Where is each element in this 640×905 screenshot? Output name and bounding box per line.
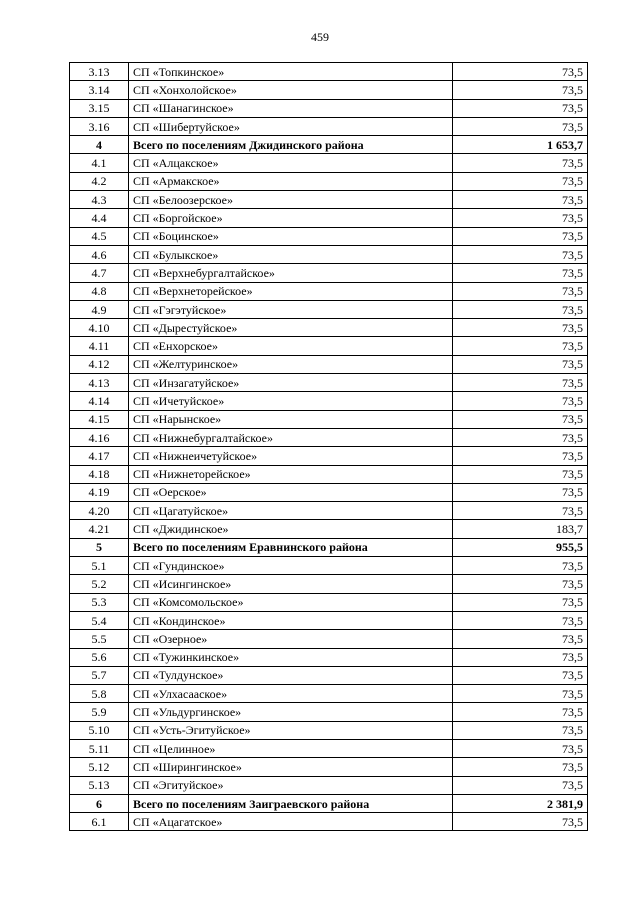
- row-name-cell: СП «Нижнеторейское»: [129, 465, 453, 483]
- table-row: [70, 703, 588, 721]
- row-name-cell: СП «Верхнебургалтайское»: [129, 264, 453, 282]
- row-name-cell: СП «Озерное»: [129, 630, 453, 648]
- table-row: [70, 154, 588, 172]
- row-name-cell: СП «Желтуринское»: [129, 355, 453, 373]
- row-name-cell: СП «Хонхолойское»: [129, 81, 453, 99]
- table-row: [70, 392, 588, 410]
- table-row: [70, 465, 588, 483]
- row-value-cell: 73,5: [453, 758, 588, 776]
- row-value-cell: 73,5: [453, 703, 588, 721]
- table-row: [70, 758, 588, 776]
- row-value-cell: 73,5: [453, 502, 588, 520]
- row-number-cell: 4.5: [70, 227, 129, 245]
- row-value-cell: 73,5: [453, 154, 588, 172]
- row-value-cell: 73,5: [453, 81, 588, 99]
- table-row: [70, 447, 588, 465]
- row-number-cell: 5.8: [70, 685, 129, 703]
- row-number-cell: 4.3: [70, 191, 129, 209]
- row-value-cell: 73,5: [453, 117, 588, 135]
- table-row: [70, 209, 588, 227]
- table-row: [70, 300, 588, 318]
- row-value-cell: 73,5: [453, 575, 588, 593]
- row-value-cell: 73,5: [453, 355, 588, 373]
- row-name-cell: СП «Комсомольское»: [129, 593, 453, 611]
- row-value-cell: 73,5: [453, 685, 588, 703]
- table-row: [70, 685, 588, 703]
- table-row: [70, 776, 588, 794]
- row-name-cell: СП «Топкинское»: [129, 63, 453, 81]
- row-value-cell: 73,5: [453, 99, 588, 117]
- table-row: [70, 227, 588, 245]
- table-row: [70, 319, 588, 337]
- row-number-cell: 6.1: [70, 813, 129, 831]
- row-number-cell: 4.6: [70, 245, 129, 263]
- row-name-cell: СП «Тулдунское»: [129, 666, 453, 684]
- table-row: [70, 557, 588, 575]
- table-row: [70, 245, 588, 263]
- row-number-cell: 4.9: [70, 300, 129, 318]
- row-name-cell: СП «Гундинское»: [129, 557, 453, 575]
- row-value-cell: 73,5: [453, 611, 588, 629]
- row-number-cell: 4.1: [70, 154, 129, 172]
- settlements-table: [69, 62, 588, 831]
- table-row: [70, 520, 588, 538]
- row-number-cell: 4.19: [70, 483, 129, 501]
- row-name-cell: СП «Ацагатское»: [129, 813, 453, 831]
- row-number-cell: 5.1: [70, 557, 129, 575]
- row-value-cell: 1 653,7: [453, 136, 588, 154]
- row-number-cell: 4.13: [70, 374, 129, 392]
- row-name-cell: СП «Инзагатуйское»: [129, 374, 453, 392]
- table-row: [70, 63, 588, 81]
- table-row: [70, 337, 588, 355]
- row-number-cell: 4.15: [70, 410, 129, 428]
- row-value-cell: 73,5: [453, 483, 588, 501]
- row-value-cell: 73,5: [453, 392, 588, 410]
- row-number-cell: 4.2: [70, 172, 129, 190]
- row-number-cell: 5.3: [70, 593, 129, 611]
- row-name-cell: СП «Джидинское»: [129, 520, 453, 538]
- row-name-cell: СП «Улхасаaское»: [129, 685, 453, 703]
- table-row-total: [70, 538, 588, 556]
- row-value-cell: 73,5: [453, 191, 588, 209]
- row-name-cell: СП «Ширингинское»: [129, 758, 453, 776]
- row-name-cell: СП «Ичетуйское»: [129, 392, 453, 410]
- row-value-cell: 73,5: [453, 245, 588, 263]
- table-row: [70, 721, 588, 739]
- row-value-cell: 73,5: [453, 337, 588, 355]
- row-number-cell: 4.20: [70, 502, 129, 520]
- row-name-cell: Всего по поселениям Заиграевского района: [129, 794, 453, 812]
- table-row: [70, 648, 588, 666]
- table-row-total: [70, 794, 588, 812]
- table-row: [70, 355, 588, 373]
- table-row: [70, 739, 588, 757]
- row-number-cell: 4.14: [70, 392, 129, 410]
- table-row: [70, 264, 588, 282]
- table-row: [70, 172, 588, 190]
- row-value-cell: 73,5: [453, 776, 588, 794]
- table-row: [70, 99, 588, 117]
- row-name-cell: СП «Гэгэтуйское»: [129, 300, 453, 318]
- table-row: [70, 630, 588, 648]
- row-number-cell: 4.4: [70, 209, 129, 227]
- row-number-cell: 5.6: [70, 648, 129, 666]
- row-number-cell: 5: [70, 538, 129, 556]
- row-name-cell: СП «Армакское»: [129, 172, 453, 190]
- table-row-total: [70, 136, 588, 154]
- table-row: [70, 81, 588, 99]
- row-number-cell: 5.7: [70, 666, 129, 684]
- row-value-cell: 73,5: [453, 630, 588, 648]
- row-number-cell: 5.4: [70, 611, 129, 629]
- row-name-cell: СП «Алцакское»: [129, 154, 453, 172]
- row-number-cell: 5.5: [70, 630, 129, 648]
- row-name-cell: СП «Шанагинское»: [129, 99, 453, 117]
- row-value-cell: 73,5: [453, 739, 588, 757]
- row-name-cell: СП «Нарынское»: [129, 410, 453, 428]
- row-name-cell: СП «Боргойское»: [129, 209, 453, 227]
- row-name-cell: СП «Дырестуйское»: [129, 319, 453, 337]
- table-row: [70, 593, 588, 611]
- row-number-cell: 3.14: [70, 81, 129, 99]
- row-number-cell: 5.11: [70, 739, 129, 757]
- row-name-cell: СП «Нижнеичетуйское»: [129, 447, 453, 465]
- row-number-cell: 4.16: [70, 428, 129, 446]
- table-row: [70, 483, 588, 501]
- table-row: [70, 428, 588, 446]
- row-value-cell: 73,5: [453, 63, 588, 81]
- table-row: [70, 502, 588, 520]
- row-number-cell: 5.12: [70, 758, 129, 776]
- row-value-cell: 73,5: [453, 666, 588, 684]
- page-number: 459: [311, 30, 329, 44]
- row-number-cell: 4.8: [70, 282, 129, 300]
- row-name-cell: СП «Эгитуйское»: [129, 776, 453, 794]
- row-name-cell: СП «Енхорское»: [129, 337, 453, 355]
- row-name-cell: Всего по поселениям Еравнинского района: [129, 538, 453, 556]
- row-name-cell: СП «Белоозерское»: [129, 191, 453, 209]
- table-row: [70, 575, 588, 593]
- table-row: [70, 813, 588, 831]
- table-row: [70, 374, 588, 392]
- row-name-cell: СП «Шибертуйское»: [129, 117, 453, 135]
- row-name-cell: СП «Тужинкинское»: [129, 648, 453, 666]
- table-row: [70, 666, 588, 684]
- row-value-cell: 73,5: [453, 447, 588, 465]
- row-number-cell: 4.17: [70, 447, 129, 465]
- row-value-cell: 73,5: [453, 648, 588, 666]
- row-value-cell: 73,5: [453, 557, 588, 575]
- row-value-cell: 2 381,9: [453, 794, 588, 812]
- row-number-cell: 3.13: [70, 63, 129, 81]
- row-value-cell: 73,5: [453, 227, 588, 245]
- row-name-cell: СП «Верхнеторейское»: [129, 282, 453, 300]
- table-row: [70, 611, 588, 629]
- row-number-cell: 4.11: [70, 337, 129, 355]
- row-name-cell: СП «Ульдургинское»: [129, 703, 453, 721]
- row-number-cell: 5.10: [70, 721, 129, 739]
- row-value-cell: 73,5: [453, 593, 588, 611]
- row-name-cell: СП «Кондинское»: [129, 611, 453, 629]
- row-value-cell: 73,5: [453, 410, 588, 428]
- table-body: [70, 63, 588, 831]
- row-value-cell: 73,5: [453, 428, 588, 446]
- row-name-cell: СП «Оерское»: [129, 483, 453, 501]
- row-name-cell: Всего по поселениям Джидинского района: [129, 136, 453, 154]
- row-number-cell: 5.2: [70, 575, 129, 593]
- table-row: [70, 117, 588, 135]
- row-value-cell: 73,5: [453, 721, 588, 739]
- table-row: [70, 282, 588, 300]
- row-number-cell: 6: [70, 794, 129, 812]
- row-value-cell: 73,5: [453, 319, 588, 337]
- row-number-cell: 4.7: [70, 264, 129, 282]
- row-number-cell: 5.9: [70, 703, 129, 721]
- row-value-cell: 73,5: [453, 300, 588, 318]
- row-name-cell: СП «Цагатуйское»: [129, 502, 453, 520]
- row-name-cell: СП «Нижнебургалтайское»: [129, 428, 453, 446]
- row-name-cell: СП «Исингинское»: [129, 575, 453, 593]
- row-value-cell: 183,7: [453, 520, 588, 538]
- table-row: [70, 191, 588, 209]
- row-value-cell: 73,5: [453, 813, 588, 831]
- table-row: [70, 410, 588, 428]
- row-number-cell: 4.12: [70, 355, 129, 373]
- row-number-cell: 5.13: [70, 776, 129, 794]
- row-value-cell: 73,5: [453, 172, 588, 190]
- row-value-cell: 73,5: [453, 209, 588, 227]
- row-value-cell: 73,5: [453, 374, 588, 392]
- row-name-cell: СП «Усть-Эгитуйское»: [129, 721, 453, 739]
- row-number-cell: 3.16: [70, 117, 129, 135]
- row-number-cell: 3.15: [70, 99, 129, 117]
- row-number-cell: 4.18: [70, 465, 129, 483]
- row-name-cell: СП «Булыкское»: [129, 245, 453, 263]
- row-number-cell: 4: [70, 136, 129, 154]
- row-value-cell: 955,5: [453, 538, 588, 556]
- row-value-cell: 73,5: [453, 465, 588, 483]
- row-name-cell: СП «Целинное»: [129, 739, 453, 757]
- row-value-cell: 73,5: [453, 282, 588, 300]
- row-value-cell: 73,5: [453, 264, 588, 282]
- row-name-cell: СП «Боцинское»: [129, 227, 453, 245]
- row-number-cell: 4.21: [70, 520, 129, 538]
- row-number-cell: 4.10: [70, 319, 129, 337]
